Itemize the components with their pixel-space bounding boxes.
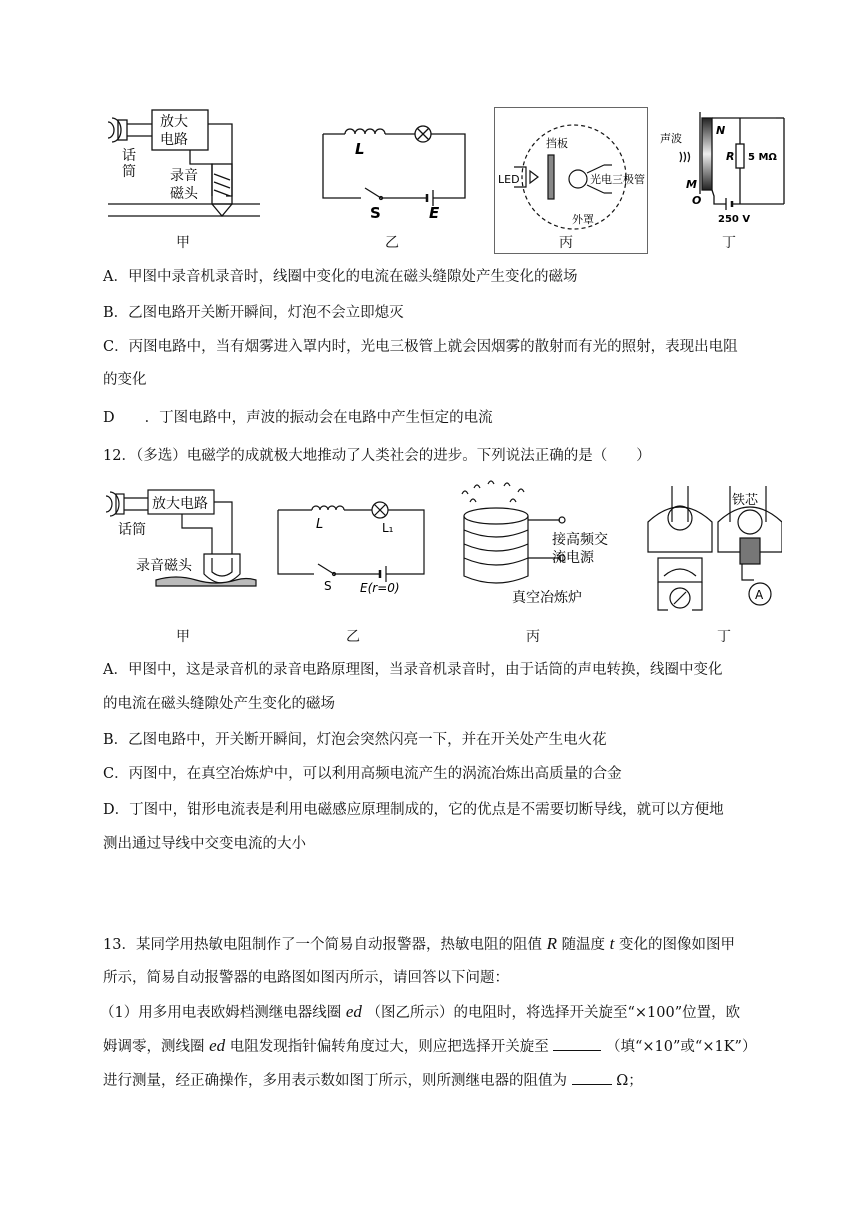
q13-text-4c: （填“×10”或“×1K”） <box>605 1039 757 1055</box>
q12-figure-ding <box>642 482 782 622</box>
q13-blank-resistance[interactable] <box>572 1070 612 1085</box>
q11-option-d-text: ．丁图电路中，声波的振动会在电路中产生恒定的电流 <box>144 410 493 426</box>
q13-line-3 <box>100 1002 740 1023</box>
bing-phototransistor-label: 光电三极管 <box>590 173 645 186</box>
q13-var-ed: ed <box>345 1002 362 1021</box>
q12-jia-head-label: 录音磁头 <box>136 558 192 574</box>
q13-text-4b: 电阻发现指针偏转角度过大，则应把选择开关旋至 <box>229 1039 549 1055</box>
jia-amp-label-1: 放大 <box>160 114 188 130</box>
ding-sound-label: 声波 <box>660 132 682 145</box>
q11-option-c-line2: 的变化 <box>103 372 147 388</box>
q13-text-3b: （图乙所示）的电阻时，将选择开关旋至“×100”位置，欧 <box>366 1005 741 1021</box>
yi-E-label: E <box>429 204 440 222</box>
q11-figure-yi <box>315 116 475 222</box>
q13-var-t: t <box>609 934 615 953</box>
ding-res-value: 5 MΩ <box>748 152 777 163</box>
q12-figure-bing <box>452 480 638 608</box>
q12-jia-mic-label: 话筒 <box>118 522 146 538</box>
jia-head-label-2: 磁头 <box>170 186 198 202</box>
bing-cover-label: 外罩 <box>572 213 594 226</box>
q12-figure-yi <box>272 490 432 594</box>
q13-text-1b: 随温度 <box>561 937 606 953</box>
q11-option-a: A．甲图中录音机录音时，线圈中变化的电流在磁头缝隙处产生变化的磁场 <box>103 269 578 285</box>
bing-led-label: LED <box>498 173 520 186</box>
jia-mic-label-1: 话 <box>122 148 136 164</box>
ding-M-label: M <box>686 178 697 191</box>
q12-bing-source-label-1: 接高频交 <box>552 532 608 548</box>
q12-yi-L1-label: L₁ <box>382 521 394 535</box>
q11-option-d-letter: D <box>103 410 115 426</box>
q11-caption-bing: 丙 <box>559 235 573 251</box>
q13-line-4 <box>103 1036 756 1057</box>
q12-caption-bing: 丙 <box>526 629 540 645</box>
q13-text-3a: （1）用多用电表欧姆档测继电器线圈 <box>100 1005 342 1021</box>
q12-option-a-line2: 的电流在磁头缝隙处产生变化的磁场 <box>103 696 335 712</box>
q12-option-a-line1: A．甲图中，这是录音机的录音电路原理图，当录音机录音时，由于话筒的声电转换，线圈中变化 <box>103 662 723 678</box>
q13-var-R: R <box>546 934 557 953</box>
ding-O-label: O <box>692 194 702 207</box>
q12-ding-core-label: 铁芯 <box>732 493 759 508</box>
q12-stem: 12．（多选）电磁学的成就极大地推动了人类社会的进步。下列说法正确的是（ ） <box>103 448 651 464</box>
q13-blank-range[interactable] <box>553 1036 601 1051</box>
q11-figure-ding <box>656 104 792 230</box>
q11-caption-ding: 丁 <box>722 235 736 251</box>
ding-R-label: R <box>726 150 735 163</box>
q12-yi-E-label: E(r=0) <box>360 581 400 594</box>
q13-text-4a: 姆调零，测线圈 <box>103 1039 205 1055</box>
q13-line-2: 所示，简易自动报警器的电路图如图丙所示，请回答以下问题： <box>103 970 509 986</box>
q12-option-b: B．乙图电路中，开关断开瞬间，灯泡会突然闪亮一下，并在开关处产生电火花 <box>103 732 607 748</box>
q11-option-d <box>103 408 493 428</box>
q12-option-d-line2: 测出通过导线中交变电流的大小 <box>103 836 306 852</box>
q12-yi-S-label: S <box>324 579 332 593</box>
ding-voltage-label: 250 V <box>718 214 751 225</box>
ding-N-label: N <box>716 124 726 137</box>
q13-line-1 <box>103 934 735 955</box>
q12-caption-yi: 乙 <box>346 629 360 645</box>
q12-jia-amp-label: 放大电路 <box>152 496 208 512</box>
q11-caption-jia: 甲 <box>176 235 190 251</box>
q12-bing-source-label-2: 流电源 <box>552 550 594 566</box>
q13-unit: Ω； <box>616 1073 643 1089</box>
jia-amp-label-2: 电路 <box>160 132 188 148</box>
q12-ding-ammeter-label: A <box>755 588 764 602</box>
q13-text-1c: 变化的图像如图甲 <box>619 937 736 953</box>
q12-option-c: C．丙图中，在真空冶炼炉中，可以利用高频电流产生的涡流冶炼出高质量的合金 <box>103 766 622 782</box>
q12-bing-furnace-label: 真空冶炼炉 <box>512 590 582 606</box>
jia-mic-label-2: 筒 <box>122 164 136 180</box>
yi-L-label: L <box>355 140 365 158</box>
q13-text-1a: 13．某同学用热敏电阻制作了一个简易自动报警器，热敏电阻的阻值 <box>103 937 542 953</box>
jia-head-label-1: 录音 <box>170 168 198 184</box>
q11-figure-jia <box>100 104 270 234</box>
q12-figure-jia <box>100 484 270 594</box>
q13-var-ed-2: ed <box>209 1036 226 1055</box>
q12-caption-ding: 丁 <box>717 629 731 645</box>
q11-caption-yi: 乙 <box>385 235 399 251</box>
q11-option-b: B．乙图电路开关断开瞬间，灯泡不会立即熄灭 <box>103 305 404 321</box>
q12-caption-jia: 甲 <box>176 629 190 645</box>
bing-baffle-label: 挡板 <box>546 137 568 150</box>
q12-yi-L-label: L <box>316 517 324 532</box>
yi-S-label: S <box>370 204 381 222</box>
q13-line-5 <box>103 1070 643 1091</box>
q12-option-d-line1: D．丁图中，钳形电流表是利用电磁感应原理制成的，它的优点是不需要切断导线，就可以方便地 <box>103 802 724 818</box>
q11-option-c-line1: C．丙图电路中，当有烟雾进入罩内时，光电三极管上就会因烟雾的散射而有光的照射，表现出电阻 <box>103 339 738 355</box>
q13-text-5a: 进行测量，经正确操作，多用表示数如图丁所示，则所测继电器的阻值为 <box>103 1073 567 1089</box>
